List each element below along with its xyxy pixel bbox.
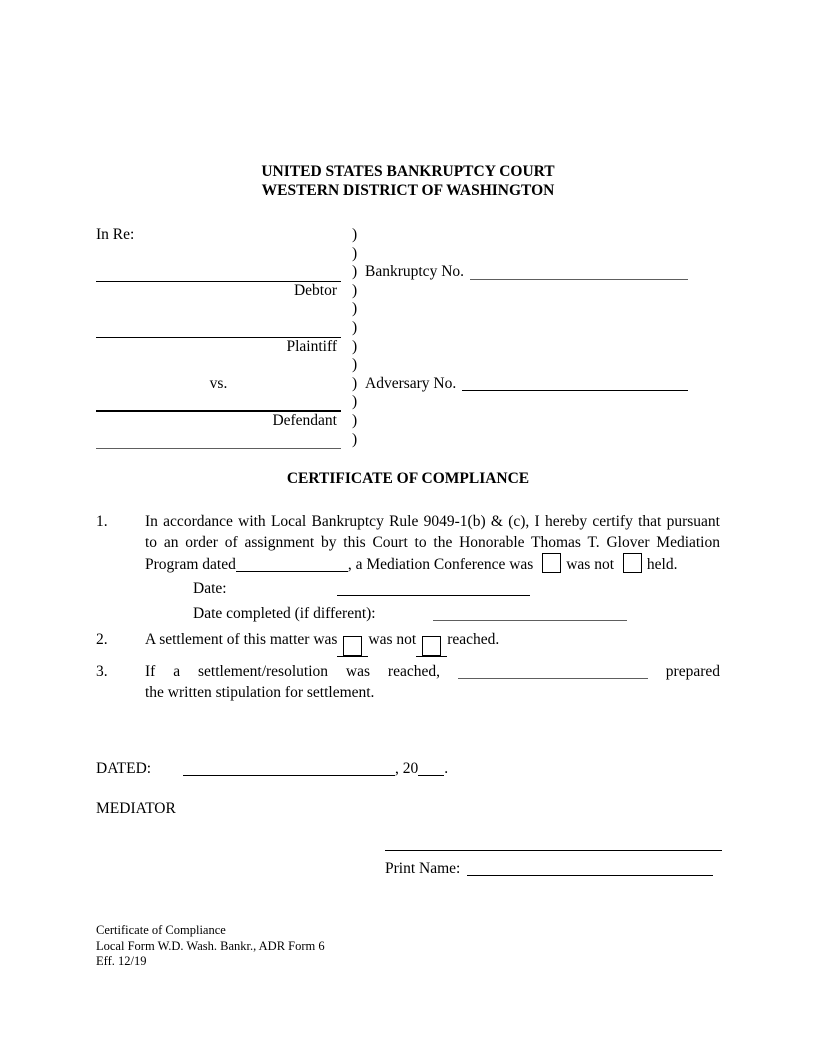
date-line[interactable] bbox=[337, 595, 530, 596]
caption-row bbox=[96, 431, 720, 450]
caption-paren: ) bbox=[352, 356, 358, 374]
paragraph-1-number: 1. bbox=[96, 513, 108, 531]
paragraph-2 bbox=[96, 630, 720, 658]
date-completed-row bbox=[193, 601, 720, 626]
caption-paren: ) bbox=[352, 244, 358, 262]
program-dated-line[interactable] bbox=[236, 571, 348, 572]
caption-paren: ) bbox=[352, 226, 358, 243]
caption-row bbox=[96, 282, 720, 301]
footer-form-id: Local Form W.D. Wash. Bankr., ADR Form 6 bbox=[96, 938, 325, 953]
caption-row bbox=[96, 300, 720, 319]
reached-text: reached. bbox=[447, 630, 500, 648]
year-line[interactable] bbox=[418, 775, 444, 776]
prepared-text: prepared bbox=[665, 663, 721, 681]
form-footer bbox=[96, 923, 720, 970]
caption-row bbox=[96, 412, 720, 431]
paragraph-1-line-1: In accordance with Local Bankruptcy Rule 9049-1(b) & (c), I hereby certify that pursuant bbox=[145, 513, 720, 531]
settlement-was-not-reached-checkbox[interactable] bbox=[422, 636, 441, 656]
caption-paren: ) bbox=[352, 281, 358, 299]
caption-row bbox=[96, 263, 720, 282]
caption-paren: ) bbox=[352, 337, 358, 355]
plaintiff-name-line[interactable] bbox=[96, 319, 341, 338]
paragraph-3-number: 3. bbox=[96, 663, 108, 681]
caption-paren: ) bbox=[352, 263, 358, 281]
paragraph-1-line-3 bbox=[145, 553, 720, 576]
caption-paren: ) bbox=[352, 374, 358, 392]
caption-row bbox=[96, 226, 720, 245]
date-completed-label: Date completed (if different): bbox=[193, 604, 376, 622]
paragraph-1 bbox=[96, 512, 720, 626]
defendant-label: Defendant bbox=[272, 411, 337, 429]
signature-block bbox=[385, 850, 720, 881]
caption-paren: ) bbox=[352, 411, 358, 429]
caption-paren: ) bbox=[352, 393, 358, 411]
date-completed-line[interactable] bbox=[433, 620, 627, 621]
paragraph-2-number: 2. bbox=[96, 630, 108, 648]
dated-date-line[interactable] bbox=[183, 775, 395, 776]
period-text: . bbox=[444, 760, 449, 778]
date-label: Date: bbox=[193, 579, 227, 597]
caption-row bbox=[96, 375, 720, 394]
mediation-was-not-held-checkbox[interactable] bbox=[623, 553, 642, 573]
paragraph-1-line-2: to an order of assignment by this Court to the Honorable Thomas T. Glover Mediation bbox=[145, 533, 720, 551]
court-name: UNITED STATES BANKRUPTCY COURT bbox=[261, 163, 555, 180]
was-not-text: was not bbox=[566, 556, 615, 574]
bankruptcy-no-line[interactable] bbox=[470, 263, 688, 280]
program-dated-text: Program dated bbox=[145, 556, 236, 574]
dated-label: DATED: bbox=[96, 760, 152, 778]
year-prefix-text: , 20 bbox=[395, 760, 419, 778]
adversary-no-label: Adversary No. bbox=[365, 374, 457, 392]
held-text: held. bbox=[646, 556, 678, 574]
case-caption bbox=[96, 226, 720, 449]
court-district: WESTERN DISTRICT OF WASHINGTON bbox=[261, 182, 555, 199]
adversary-no-line[interactable] bbox=[462, 375, 688, 392]
dated-row bbox=[96, 759, 720, 780]
mediator-label: MEDIATOR bbox=[96, 799, 176, 817]
was-not-text: was not bbox=[368, 630, 417, 648]
caption-row bbox=[96, 393, 720, 412]
debtor-name-line[interactable] bbox=[96, 263, 341, 282]
mediation-was-held-checkbox[interactable] bbox=[542, 553, 561, 573]
settlement-preparer-line[interactable] bbox=[458, 678, 648, 679]
settlement-was-not-reached-line bbox=[416, 636, 447, 658]
caption-paren: ) bbox=[352, 300, 358, 318]
defendant-name-line[interactable] bbox=[96, 393, 341, 412]
court-header bbox=[96, 0, 720, 200]
bankruptcy-no-label: Bankruptcy No. bbox=[365, 263, 465, 281]
print-name-line[interactable] bbox=[467, 875, 713, 876]
caption-paren: ) bbox=[352, 430, 358, 448]
caption-row bbox=[96, 338, 720, 357]
caption-extra-line[interactable] bbox=[96, 431, 341, 450]
mediation-conference-text: , a Mediation Conference was bbox=[347, 556, 534, 574]
plaintiff-label: Plaintiff bbox=[286, 337, 337, 355]
footer-form-title: Certificate of Compliance bbox=[96, 923, 226, 938]
settlement-text: A settlement of this matter was bbox=[145, 630, 338, 648]
caption-row bbox=[96, 356, 720, 375]
print-name-label: Print Name: bbox=[385, 860, 461, 878]
footer-effective-date: Eff. 12/19 bbox=[96, 954, 147, 969]
paragraph-3-line-1 bbox=[145, 662, 720, 683]
in-re-label: In Re: bbox=[96, 226, 135, 243]
caption-paren: ) bbox=[352, 318, 358, 336]
settlement-was-reached-checkbox[interactable] bbox=[343, 636, 362, 656]
settlement-was-reached-line bbox=[337, 636, 368, 658]
debtor-label: Debtor bbox=[293, 281, 337, 299]
vs-label: vs. bbox=[209, 374, 228, 392]
paragraph-3 bbox=[96, 662, 720, 703]
signature-line[interactable] bbox=[385, 850, 722, 851]
if-settlement-text: If a settlement/resolution was reached, bbox=[145, 663, 440, 681]
date-row bbox=[193, 576, 720, 601]
caption-row bbox=[96, 319, 720, 338]
caption-row bbox=[96, 245, 720, 264]
paragraph-3-line-2: the written stipulation for settlement. bbox=[145, 683, 375, 701]
print-name-row bbox=[385, 856, 720, 881]
document-title: CERTIFICATE OF COMPLIANCE bbox=[286, 470, 530, 488]
